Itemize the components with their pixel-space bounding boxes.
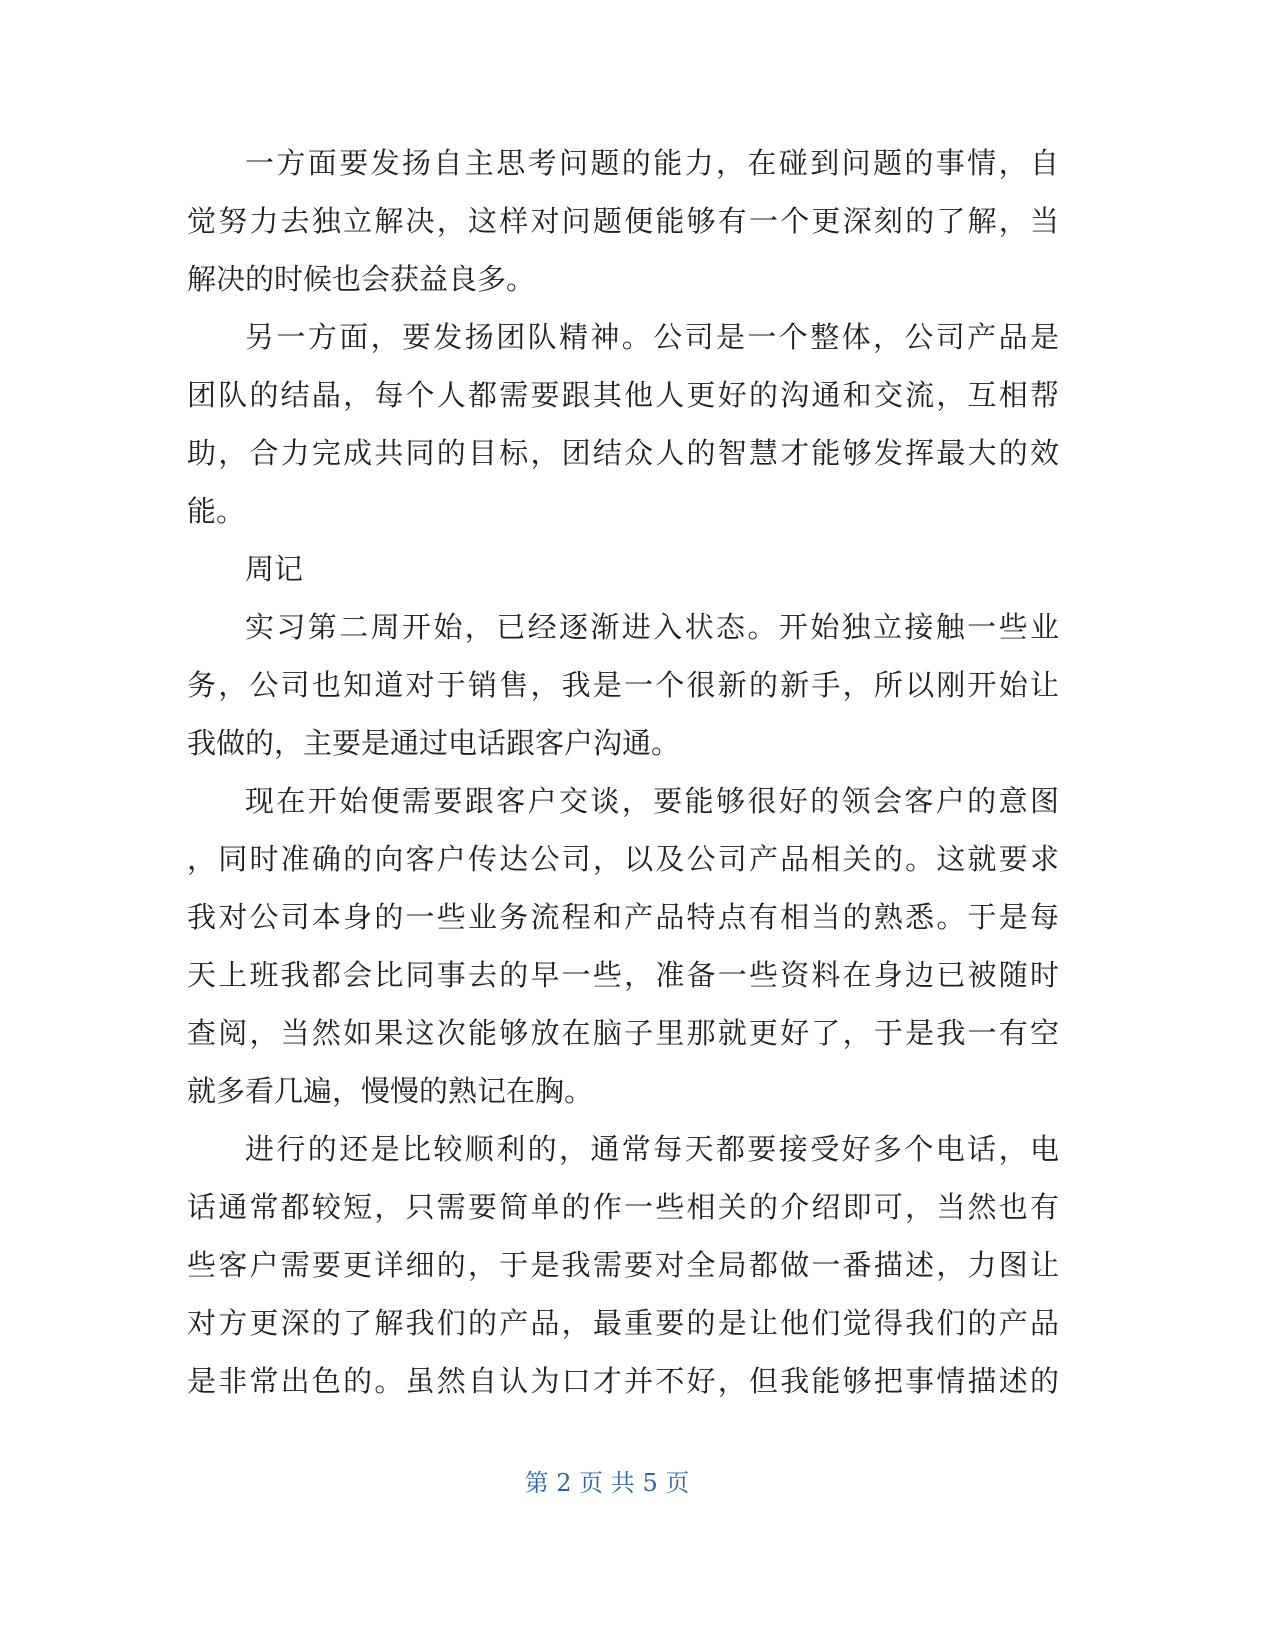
- text-line: 些客户需要更详细的，于是我需要对全局都做一番描述，力图让: [187, 1248, 1059, 1282]
- text-line: 团队的结晶，每个人都需要跟其他人更好的沟通和交流，互相帮: [187, 378, 1059, 412]
- text-line: 是非常出色的。虽然自认为口才并不好，但我能够把事情描述的: [187, 1364, 1059, 1398]
- text-line: 能。: [187, 494, 246, 528]
- section-heading-weekly-journal: [187, 540, 1059, 598]
- text-line: 助，合力完成共同的目标，团结众人的智慧才能够发挥最大的效: [187, 436, 1059, 470]
- text-line: 查阅，当然如果这次能够放在脑子里那就更好了，于是我一有空: [187, 1016, 1059, 1050]
- text-line: 另一方面，要发扬团队精神。公司是一个整体，公司产品是: [245, 320, 1059, 354]
- text-line: 天上班我都会比同事去的早一些，准备一些资料在身边已被随时: [187, 958, 1059, 992]
- paragraph-second-week: [187, 598, 1059, 772]
- text-line: 进行的还是比较顺利的，通常每天都要接受好多个电话，电: [245, 1132, 1059, 1166]
- text-line: 觉努力去独立解决，这样对问题便能够有一个更深刻的了解，当: [187, 204, 1059, 238]
- paragraph-team-spirit: [187, 308, 1059, 540]
- text-line: 解决的时候也会获益良多。: [187, 262, 536, 296]
- text-line: 我对公司本身的一些业务流程和产品特点有相当的熟悉。于是每: [187, 900, 1059, 934]
- document-body: [187, 134, 1059, 1410]
- text-line: 我做的，主要是通过电话跟客户沟通。: [187, 726, 681, 760]
- text-line: 一方面要发扬自主思考问题的能力，在碰到问题的事情，自: [245, 146, 1059, 180]
- text-line: 实习第二周开始，已经逐渐进入状态。开始独立接触一些业: [245, 610, 1059, 644]
- text-line: 话通常都较短，只需要简单的作一些相关的介绍即可，当然也有: [187, 1190, 1059, 1224]
- text-line: 就多看几遍，慢慢的熟记在胸。: [187, 1074, 594, 1108]
- paragraph-customer-communication: [187, 772, 1059, 1120]
- text-line: 务，公司也知道对于销售，我是一个很新的新手，所以刚开始让: [187, 668, 1059, 702]
- text-line: 对方更深的了解我们的产品，最重要的是让他们觉得我们的产品: [187, 1306, 1059, 1340]
- heading-line: 周记: [245, 552, 304, 586]
- page-number-footer: 第 2 页 共 5 页: [524, 1469, 690, 1497]
- text-line: 现在开始便需要跟客户交谈，要能够很好的领会客户的意图: [245, 784, 1059, 818]
- paragraph-independent-thinking: [187, 134, 1059, 308]
- text-line: ，同时准确的向客户传达公司，以及公司产品相关的。这就要求: [187, 842, 1059, 876]
- paragraph-phone-calls: [187, 1120, 1059, 1410]
